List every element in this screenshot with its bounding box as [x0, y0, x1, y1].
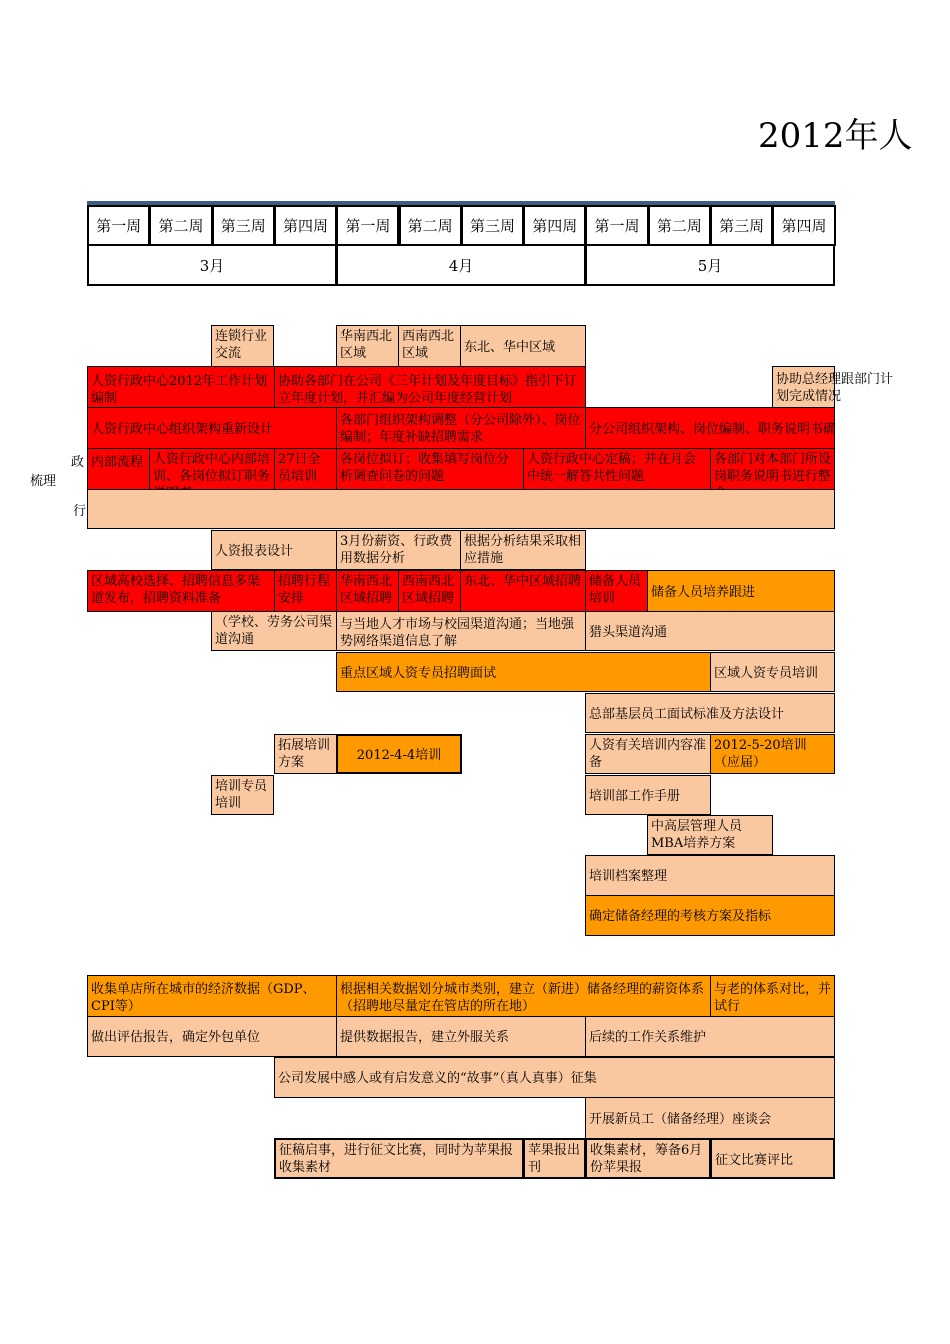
week-header-cell: 第一周	[585, 205, 648, 246]
side-label-zheng: 政	[71, 455, 85, 470]
week-header-cell: 第一周	[336, 205, 399, 246]
task-branch-org	[585, 407, 835, 449]
task-new-staff-forum: 开展新员工（储备经理）座谈会	[585, 1097, 835, 1139]
task-internal-process: 内部流程	[87, 448, 150, 490]
task-training-manual: 培训部工作手册	[585, 775, 711, 815]
week-header-cell: 第三周	[461, 205, 524, 246]
task-headhunter: 猎头渠道沟通	[585, 611, 835, 651]
task-all-staff-training: 27日全员培训	[274, 448, 337, 490]
task-assist-gm-followup	[772, 366, 894, 408]
week-header-cell: 第二周	[149, 205, 212, 246]
task-reserve-followup: 储备人员培养跟进	[647, 570, 835, 612]
task-outward-plan: 拓展培训方案	[274, 734, 337, 774]
task-assist-departments-plan: 协助各部门在公司《三年计划及年度目标》指引下订立年度计划，并汇编为公司年度经营计划	[274, 366, 586, 408]
task-dongbei-recruit: 东北、华中区域招聘	[460, 570, 586, 612]
week-header-cell: 第二周	[648, 205, 711, 246]
task-org-redesign: 人资行政中心组织架构重新设计	[87, 407, 337, 449]
task-job-analysis: 各岗位拟订；收集填写岗位分析调查问卷的问题	[336, 448, 524, 490]
task-dongbei-huazhong: 东北、华中区域	[460, 325, 586, 367]
task-interview-standard: 总部基层员工面试标准及方法设计	[585, 693, 835, 733]
month-march: 3月	[87, 244, 337, 286]
task-finalize: 人资行政中心定稿；并在月会中统一解答共性问题	[523, 448, 711, 490]
week-header-cell: 第四周	[772, 205, 835, 246]
task-training-0520: 2012-5-20培训（应届）	[710, 734, 835, 774]
task-mba-plan: 中高层管理人员MBA培养方案	[647, 815, 773, 855]
week-header-cell: 第三周	[212, 205, 275, 246]
task-salary-system: 根据相关数据划分城市类别，建立（新进）储备经理的薪资体系（招聘地尽量定在管店的所在地）	[336, 975, 711, 1017]
task-xinan-xibei: 西南西北区域	[398, 325, 461, 367]
task-assessment-report: 做出评估报告，确定外包单位	[87, 1016, 337, 1057]
task-campus-selection: 区域高校选择、招聘信息多渠道发布，招聘资料准备	[87, 570, 275, 612]
task-industry-exchange: 连锁行业交流	[211, 325, 274, 367]
week-header-cell: 第四周	[523, 205, 586, 246]
task-region-hr-training: 区域人资专员培训	[710, 652, 835, 692]
task-internal-training: 人资行政中心内部培训、各岗位拟订职务	[149, 448, 275, 490]
week-header-cell: 第四周	[274, 205, 337, 246]
task-reserve-assessment: 确定储备经理的考核方案及指标	[585, 895, 835, 936]
task-trainer-training: 培训专员培训	[211, 775, 274, 815]
task-reserve-training: 储备人员培训	[585, 570, 648, 612]
task-hr-training-content: 人资有关培训内容准备	[585, 734, 711, 774]
task-org-adjust: 各部门组织架构调整（分公司除外）、岗位编制；年度补缺招聘需求	[336, 407, 586, 449]
task-dept-integration: 各部门对本部门所设岗职务说明书进行整	[710, 448, 835, 490]
week-header-cell: 第一周	[87, 205, 150, 246]
task-xinan-recruit: 西南西北区域招聘	[398, 570, 461, 612]
task-key-region-interview: 重点区域人资专员招聘面试	[336, 652, 711, 692]
task-training-0404: 2012-4-4培训	[336, 734, 462, 774]
task-apple-newsletter: 苹果报出刊	[523, 1138, 586, 1179]
month-april: 4月	[336, 244, 586, 286]
task-long-row	[87, 489, 835, 529]
task-recruit-schedule: 招聘行程安排	[274, 570, 337, 612]
task-assist-gm-text: 协助总经理跟部门计划完成情况	[776, 372, 894, 404]
task-march-analysis: 3月份薪资、行政费用数据分析	[336, 530, 462, 570]
side-label-shuli: 梳理	[30, 474, 57, 489]
task-relationship-maintain: 后续的工作关系维护	[585, 1016, 835, 1057]
task-story-collection: 公司发展中感人或有启发意义的“故事”（真人真事）征集	[274, 1057, 835, 1098]
task-data-report: 提供数据报告，建立外服关系	[336, 1016, 586, 1057]
task-compare-trial: 与老的体系对比，并试行	[710, 975, 835, 1017]
task-city-economic-data: 收集单店所在城市的经济数据（GDP、CPI等）	[87, 975, 337, 1017]
task-report-design: 人资报表设计	[211, 530, 337, 570]
task-essay-judging: 征文比赛评比	[710, 1138, 835, 1179]
side-label-xing: 行	[73, 504, 87, 519]
task-2012-plan: 人资行政中心2012年工作计划编制	[87, 366, 275, 408]
page-title: 2012年人	[758, 116, 913, 156]
task-essay-contest: 征稿启事，进行征文比赛，同时为苹果报收集素材	[274, 1138, 524, 1179]
task-training-records: 培训档案整理	[585, 855, 835, 896]
task-huanan-recruit: 华南西北区域招聘	[336, 570, 399, 612]
task-june-newsletter-prep: 收集素材，筹备6月份苹果报	[585, 1138, 711, 1179]
task-local-channel: 与当地人才市场与校园渠道沟通；当地强势网络渠道信息了解	[336, 611, 586, 651]
task-huanan-xibei: 华南西北区域	[336, 325, 399, 367]
task-take-measures: 根据分析结果采取相应措施	[460, 530, 586, 570]
task-labor-channel: （学校、劳务公司渠道沟通	[211, 611, 337, 651]
week-header-cell: 第三周	[710, 205, 773, 246]
week-header-cell: 第二周	[399, 205, 462, 246]
task-branch-org-text: 分公司组织架构、岗位编制、职务说明书确	[589, 422, 837, 437]
month-may: 5月	[585, 244, 835, 286]
